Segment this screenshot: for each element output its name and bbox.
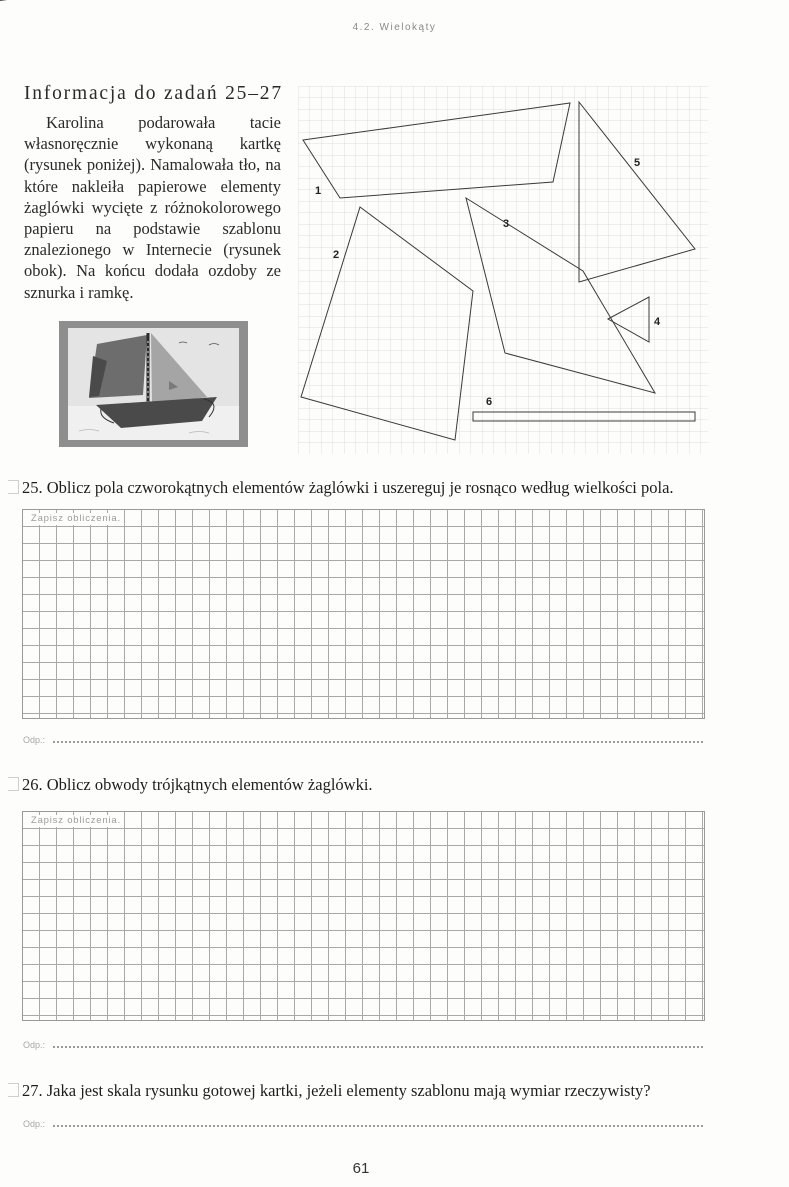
grid-label: Zapisz obliczenia. [29,815,124,827]
answer-dots [53,1125,703,1127]
piece-label-3: 3 [503,218,510,230]
piece-label-1: 1 [315,185,322,197]
template-drawing [298,86,708,454]
answer-line-26[interactable] [23,1040,703,1050]
section-header: 4.2. Wielokąty [352,22,437,33]
task-26-text: 26. Oblicz obwody trójkątnych elementów żaglówki. [22,775,373,794]
answer-label: Odp.: [23,1119,46,1129]
answer-line-27[interactable] [23,1119,703,1129]
grid-label: Zapisz obliczenia. [29,513,124,525]
task-25 [8,478,674,498]
page-number: 61 [352,1160,370,1177]
piece-label-5: 5 [634,157,641,169]
calc-grid-25[interactable] [22,509,705,719]
template-grid [298,86,708,454]
piece-label-4: 4 [654,316,661,328]
task-27 [8,1081,651,1101]
corner-mark [0,0,26,1]
task-checkbox [8,1083,19,1097]
calc-grid-26[interactable] [22,811,705,1021]
answer-label: Odp.: [23,1040,46,1050]
answer-dots [53,1046,703,1048]
answer-line-25[interactable] [23,735,703,745]
piece-label-6: 6 [486,396,493,408]
task-25-text: 25. Oblicz pola czworokątnych elementów żaglówki i uszereguj je rosnąco według wielkości pola. [22,478,674,497]
sailboat-card-illustration [59,321,248,447]
answer-dots [53,741,703,743]
task-27-text: 27. Jaka jest skala rysunku gotowej kartki, jeżeli elementy szablonu mają wymiar rzeczywisty? [22,1081,651,1100]
task-checkbox [8,480,19,494]
answer-label: Odp.: [23,735,46,745]
task-checkbox [8,777,19,791]
info-text: Karolina podarowała tacie własnoręcznie wykonaną kartkę (rysunek poniżej). Namalowała tło, na które nakleiła papierowe elementy żaglówki wycięte z różnokolorowego papieru na podstawie szablonu znalezionego w Internecie (rysunek obok). Na końcu dodała ozdoby ze sznurka i ramkę. [24,113,281,302]
info-title: Informacja do zadań 25–27 [24,83,283,104]
task-26 [8,775,373,795]
piece-label-2: 2 [333,249,340,261]
